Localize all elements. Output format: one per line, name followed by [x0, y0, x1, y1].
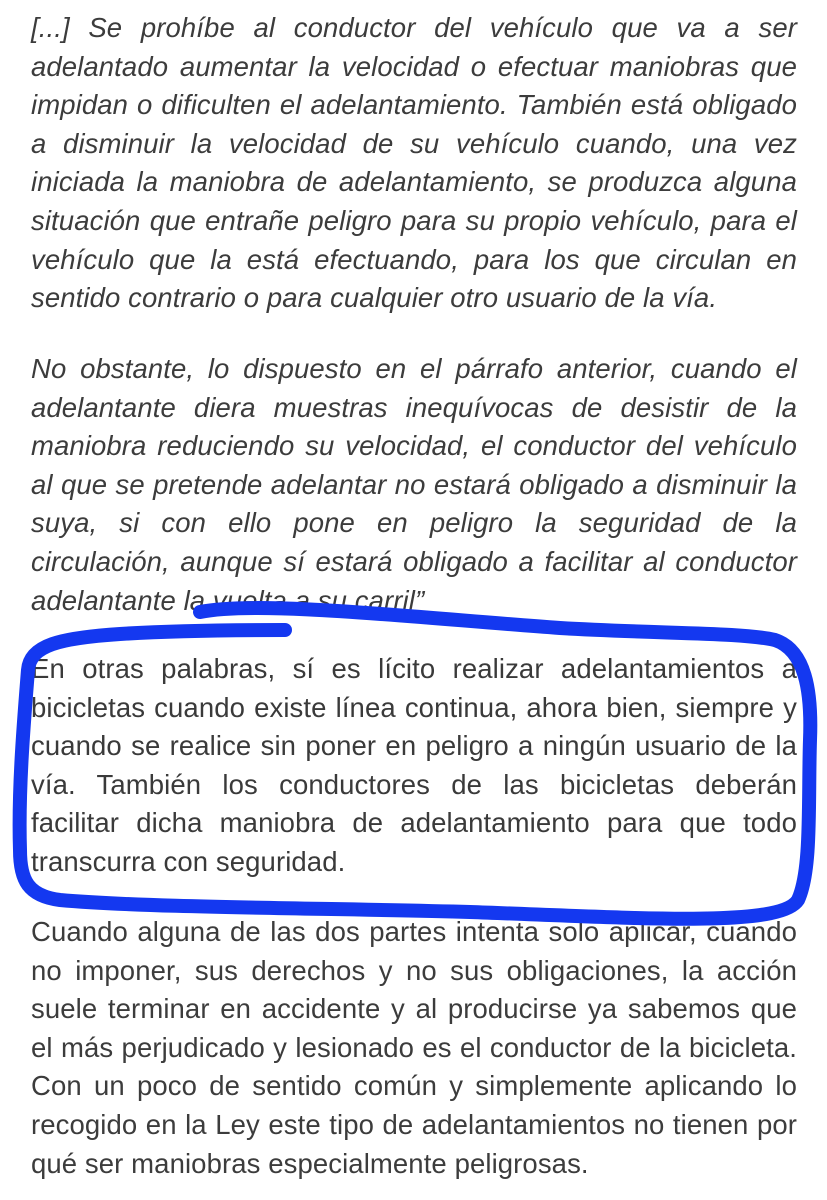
quoted-paragraph-1: [...] Se prohíbe al conductor del vehículo que va a ser adelantado aumentar la velocidad o efectuar maniobras que impidan o dificulten el adelantamiento. También está obligado a disminuir la velocidad de su vehículo cuando, una vez iniciada la maniobra de adelantamiento, se produzca alguna situación que entrañe peligro para su propio vehículo, para el vehículo que la está efectuando, para los que circulan en sentido contrario o para cualquier otro usuario de la vía. [31, 12, 797, 314]
quoted-paragraph-2: No obstante, lo dispuesto en el párrafo anterior, cuando el adelantante diera muestras inequívocas de desistir de la maniobra reduciendo su velocidad, el conductor del vehículo al que se pretende adelantar no estará obligado a disminuir la suya, si con ello pone en peligro la seguridad de la circulación, aunque sí estará obligado a facilitar al conductor adelantante la vuelta a su carril” [31, 353, 797, 616]
highlighted-paragraph: En otras palabras, sí es lícito realizar adelantamientos a bicicletas cuando existe línea continua, ahora bien, siempre y cuando se realice sin poner en peligro a ningún usuario de la vía. También los conductores de las bicicletas deberán facilitar dicha maniobra de adelantamiento para que todo transcurra con seguridad. [31, 653, 797, 877]
closing-paragraph: Cuando alguna de las dos partes intenta solo aplicar, cuando no imponer, sus derechos y no sus obligaciones, la acción suele terminar en accidente y al producirse ya sabemos que el más perjudicado y lesionado es el conductor de la bicicleta. Con un poco de sentido común y simplemente aplicando lo recogido en la Ley este tipo de adelantamientos no tienen por qué ser maniobras especialmente peligrosas. [31, 916, 797, 1179]
